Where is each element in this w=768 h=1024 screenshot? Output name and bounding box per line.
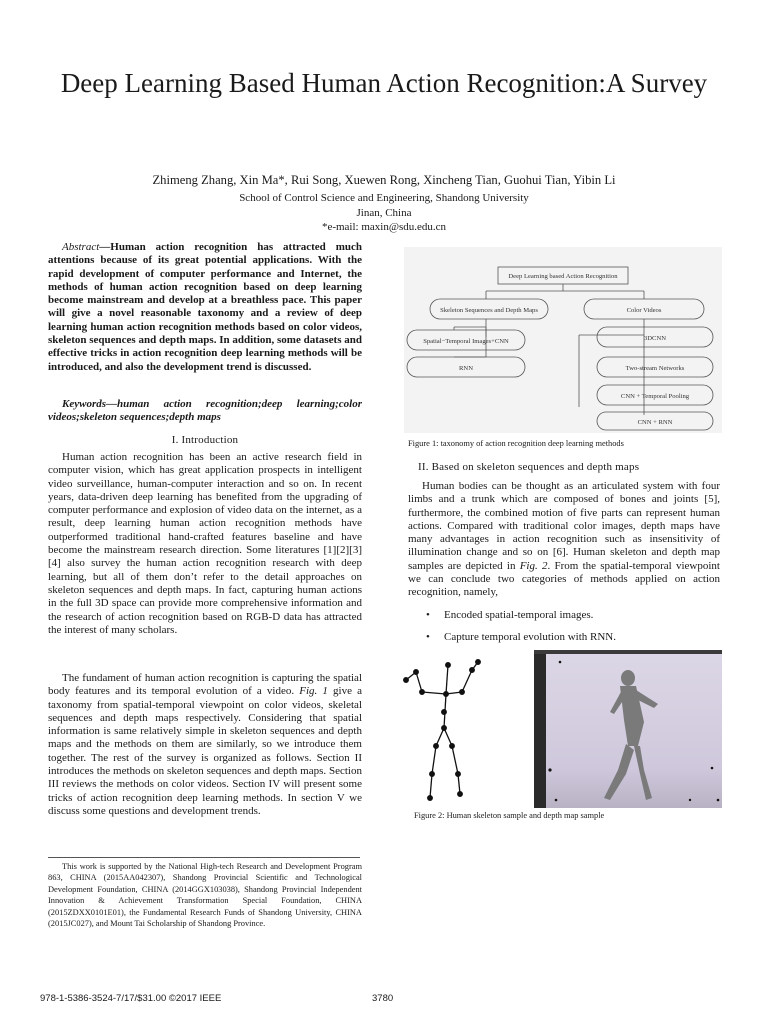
abstract-text: Human action recognition has attracted much attentions because of its great potential applications. With the rapid development of computer performance and Internet, the methods of human action recognition based on deep learning become mainstream and develop at a breathless pace. This paper will give a novel reasonable taxonomy and a review of deep learning human action recognition methods based on color videos, skeleton sequences and depth maps. In addition, some datasets and effective tricks in action recognition deep learning methods will be introduced, and also the development trend is discussed. bbox=[48, 241, 362, 373]
abstract bbox=[48, 241, 362, 374]
bullet-item: • Encoded spatial-temporal images. bbox=[426, 604, 716, 626]
right-child-3-label: CNN + Temporal Pooling bbox=[620, 393, 690, 400]
left-branch-label: Skeleton Sequences and Depth Maps bbox=[440, 307, 538, 314]
page-number: 3780 bbox=[372, 993, 394, 1004]
section-heading-introduction: I. Introduction bbox=[171, 434, 239, 446]
intro-p2-lead: The fundament of human action recognition is capturing the spatial body features and its temporal evolution of a video. bbox=[48, 672, 362, 698]
paper-title: Deep Learning Based Human Action Recognition:A Survey bbox=[60, 68, 708, 98]
intro-paragraph-1 bbox=[48, 451, 362, 637]
taxonomy-diagram bbox=[404, 247, 722, 433]
intro-p1-text: Human action recognition has been an active research field in computer vision, which has great application prospects in intelligent video surveillance, human-computer interaction and so on. In recent years, data-driven deep learning has benefited from the upgrading of computer performance and explosion of video data on the internet, as a result, deep learning human action recognition methods have outperformed traditional hand-crafted features baseline and have become the mainstream research direction. Some literatures [1][2][3][4] also survey the human action recognition research with deep learning, but all of them don’t refer to the detail approaches on skeleton sequences and depth maps. In fact, capturing human actions in the full 3D space can provide more comprehensive information and the research of action recognition based on RGB-D data has attracted the interest of many scholars. bbox=[48, 451, 362, 636]
right-child-4-label: CNN + RNN bbox=[637, 419, 673, 426]
bullet-text: Encoded spatial-temporal images. bbox=[444, 609, 594, 621]
skeleton-sample bbox=[404, 660, 481, 801]
depth-map-sample bbox=[534, 650, 722, 808]
method-bullet-list bbox=[426, 604, 716, 648]
bullet-item: • Capture temporal evolution with RNN. bbox=[426, 626, 716, 648]
figure-1-caption: Figure 1: taxonomy of action recognition deep learning methods bbox=[408, 439, 624, 448]
fig1-reference: Fig. 1 bbox=[299, 685, 328, 698]
section2-paragraph bbox=[408, 480, 720, 600]
right-branch-label: Color Videos bbox=[626, 307, 662, 314]
left-child-1-label: Spatial−Temporal Images+CNN bbox=[423, 338, 509, 345]
left-child-2-label: RNN bbox=[459, 365, 473, 372]
figure-1-taxonomy bbox=[404, 247, 722, 433]
right-child-1-label: 3DCNN bbox=[644, 335, 666, 342]
keywords-label: Keywords bbox=[62, 398, 106, 410]
right-child-2-label: Two-stream Networks bbox=[625, 365, 685, 372]
fig2-reference: Fig. 2 bbox=[519, 559, 548, 572]
abstract-dash: — bbox=[99, 241, 111, 253]
author-list: Zhimeng Zhang, Xin Ma*, Rui Song, Xuewen Rong, Xincheng Tian, Guohui Tian, Yibin Li bbox=[152, 173, 616, 187]
section2-lead: Human bodies can be thought as an articulated system with four limbs and a trunk which are composed of bones and joints [5], furthermore, the combined motion of five parts can represent human actions. Compared with traditional color images, depth maps have many advantages in action recognition such as insensitivity of illumination change and so on [6]. Human skeleton and depth map samples are depicted in bbox=[408, 480, 720, 572]
bullet-text: Capture temporal evolution with RNN. bbox=[444, 631, 616, 643]
section2-rest: . From the spatial-temporal viewpoint we can conclude two categories of methods applied on action recognition, namely, bbox=[408, 559, 720, 599]
root-node-label: Deep Learning based Action Recognition bbox=[508, 273, 618, 280]
intro-paragraph-2 bbox=[48, 672, 362, 818]
figure-2-caption: Figure 2: Human skeleton sample and depth map sample bbox=[414, 811, 605, 820]
skeleton-depth-figure bbox=[400, 650, 722, 808]
abstract-label: Abstract bbox=[62, 241, 100, 253]
intro-p2-rest: give a taxonomy from spatial-temporal viewpoint on color videos, skeletal sequences and depth maps respectively. Considering that spatial information is same relatively simple in skeleton sequences and depth maps and the methods on them are similarly, so we introduce them together. The rest of the survey is organized as follows. Section II introduces the methods on skeleton sequences and depth maps. Section III reviews the methods on color videos. Section IV will present some tricks of action recognition deep learning methods. In section V we discuss some questions and development trends. bbox=[48, 685, 363, 817]
section-heading-skeleton: II. Based on skeleton sequences and depth maps bbox=[418, 461, 640, 473]
funding-footnote bbox=[48, 861, 362, 929]
affiliation: School of Control Science and Engineering, Shandong University bbox=[239, 192, 529, 204]
footnote-text: This work is supported by the National High-tech Research and Development Program 863, CHINA (2015AA042307), Shandong Provincial Scientific and Technological Development Foundation, CHINA (2014GGX103038), Shandong Provincial Independent Innovation & Achievement Transformation Special Foundation, CHINA (2015ZDXX0101E01), the Fundamental Research Funds of Shandong University, CHINA (2015JC027), and Mount Tai Scholarship of Shandong Province. bbox=[48, 862, 362, 929]
keywords-text: —human action recognition;deep learning;color videos;skeleton sequences;depth maps bbox=[48, 398, 362, 424]
location: Jinan, China bbox=[356, 207, 412, 219]
footnote-divider bbox=[48, 857, 360, 858]
email: *e-mail: maxin@sdu.edu.cn bbox=[321, 221, 447, 233]
figure-2-samples bbox=[400, 650, 722, 808]
keywords bbox=[48, 398, 362, 425]
isbn-footer: 978-1-5386-3524-7/17/$31.00 ©2017 IEEE bbox=[40, 993, 222, 1004]
